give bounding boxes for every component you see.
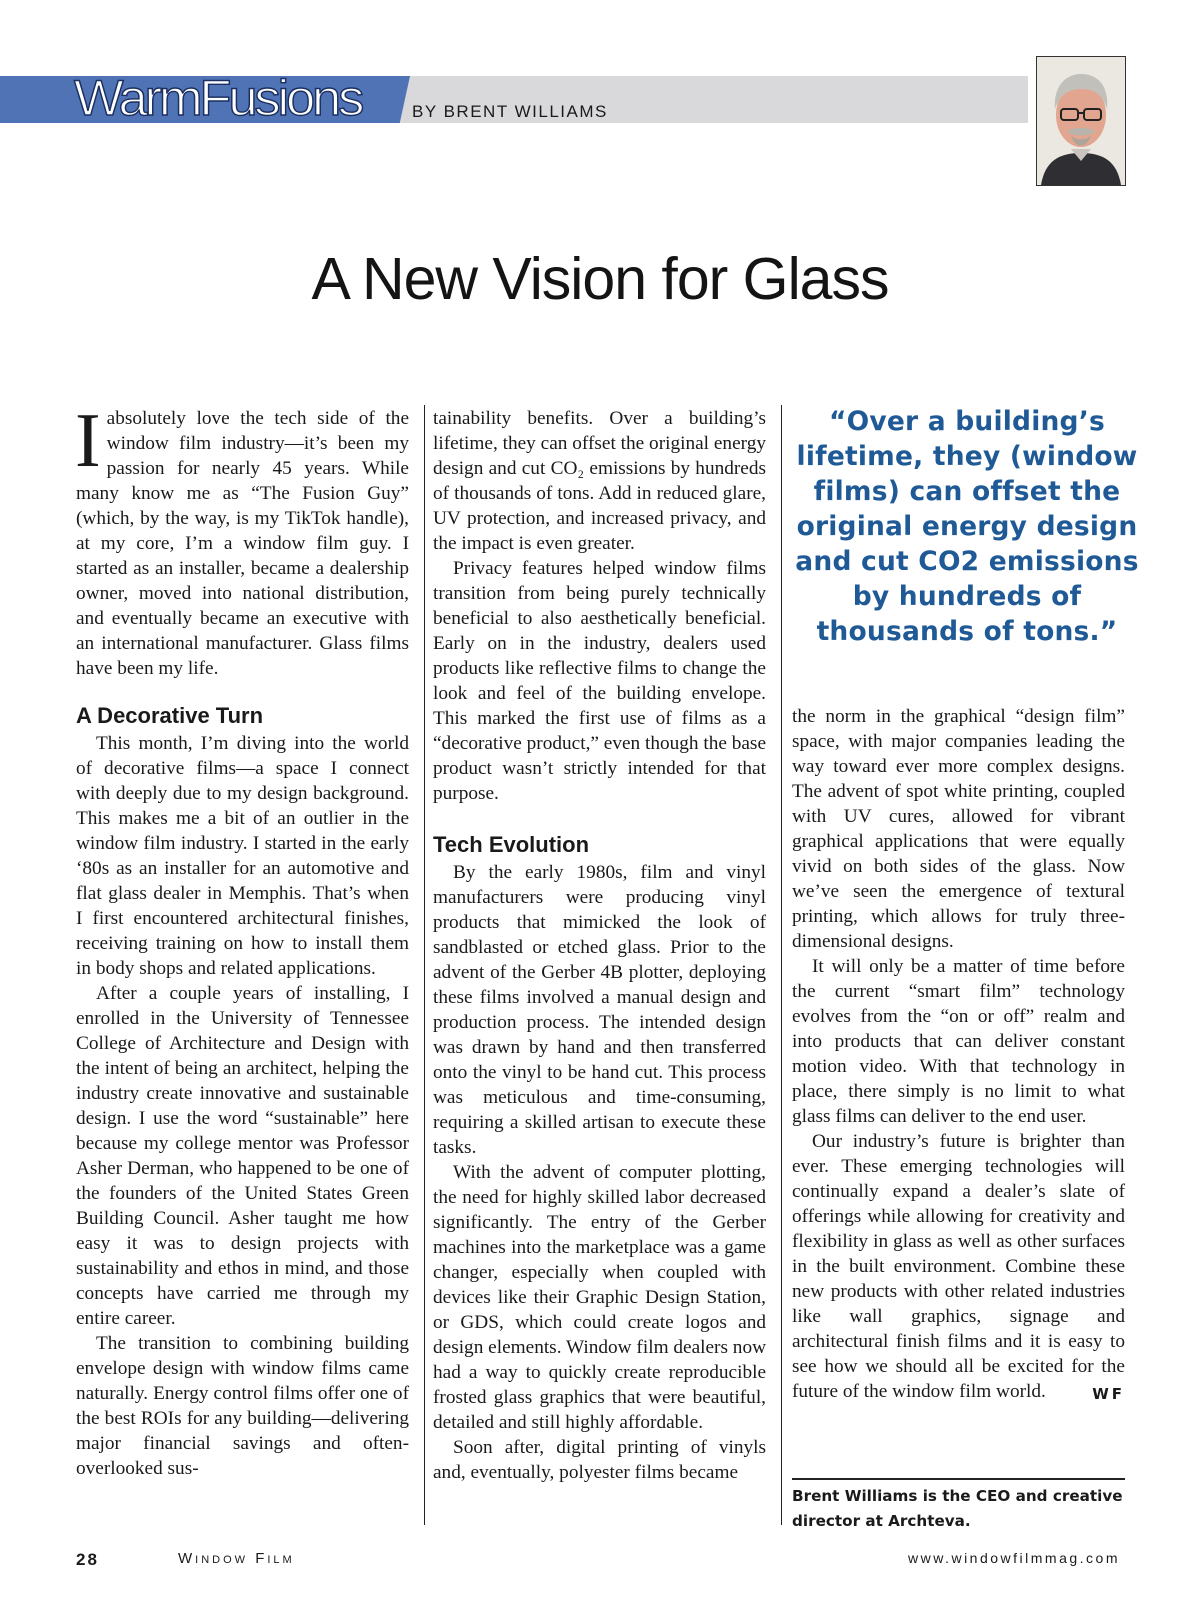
author-photo [1036,56,1126,186]
paragraph: By the early 1980s, film and vinyl manufacturers were producing vinyl products that mimicked the look of sandblasted or etched glass. Prior to the advent of the Gerber 4B plotter, deploying these films involved a manual design and production process. The intended design was drawn by hand and then transferred onto the vinyl to be hand cut. This process was meticulous and time-consuming, requiring a skilled artisan to execute these tasks. [433,862,766,1158]
pull-quote: “Over a building’s lifetime, they (window films) can offset the original energy design and cut CO2 emissions by hundreds of thousands of tons.” [795,406,1139,647]
byline: BY BRENT WILLIAMS [412,102,608,121]
paragraph: With the advent of computer plotting, the need for highly skilled labor decreased significantly. The entry of the Gerber machines into the marketplace was a game changer, especially when coupled with devices like their Graphic Design Station, or GDS, which could create logos and design elements. Window film dealers now had a way to quickly create reproducible frosted glass graphics that were beautiful, detailed and still highly affordable. [433,1162,767,1433]
paragraph: Soon after, digital printing of vinyls and, eventually, polyester films became [433,1437,766,1483]
drop-cap: I [75,397,101,483]
paragraph: Our industry’s future is brighter than ever. These emerging technologies will continually expand a dealer’s slate of offerings while allowing for creativity and flexibility in glass as well as other surfaces in the built environment. Combine these new products with other related industries like wall graphics, signage and architectural finish films and it is easy to see how we should all be excited for the future of the window film world. WF [792,1129,1125,1404]
magazine-url: www.windowfilmmag.com [908,1550,1120,1566]
article-column-2 [433,406,766,1485]
paragraph: It will only be a matter of time before the current “smart film” technology evolves from the “on or off” realm and into products that can deliver constant motion video. With that technology in place, there simply is no limit to what glass films can deliver to the end user. [792,956,1125,1127]
column-rule-2 [781,405,782,1525]
column-rule-1 [424,405,425,1525]
article-title: A New Vision for Glass [311,246,889,312]
column-title: WarmFusions [74,70,362,126]
article-column-1 [75,397,409,1481]
subhead-tech-evolution: Tech Evolution [433,832,590,857]
paragraph: tainability benefits. Over a building’s lifetime, they can offset the original energy design and cut CO₂ emissions by hundreds of thousands of tons. Add in reduced glare, UV protection, and increased privacy, and the impact is even greater. [433,408,766,554]
paragraph: This month, I’m diving into the world of decorative films—a space I connect with deeply due to my design background. This makes me a bit of an outlier in the window film industry. I started in the early ‘80s as an installer for an automotive and flat glass dealer in Memphis. That’s when I first encountered architectural finishes, receiving training on how to install them in body shops and related applications. [76,733,409,979]
page-number: 28 [76,1550,99,1569]
end-mark: WF [1092,1385,1125,1403]
bio-divider [792,1478,1125,1480]
magazine-name: Window Film [178,1550,295,1567]
paragraph: Privacy features helped window films transition from being purely technically beneficial to also aesthetically beneficial. Early on in the industry, dealers used products like reflective films to change the look and feel of the building envelope. This marked the first use of films as a “decorative product,” even though the base product wasn’t strictly intended for that purpose. [433,558,766,804]
author-bio: Brent Williams is the CEO and creative director at Archteva. [792,1487,1123,1530]
author-portrait-illustration [1037,57,1125,185]
subhead-decorative-turn: A Decorative Turn [76,703,264,728]
paragraph: After a couple years of installing, I enrolled in the University of Tennessee College of Architecture and Design with the intent of being an architect, helping the industry create innovative and sustainable design. I use the word “sustainable” here because my college mentor was Professor Asher Derman, who happened to be one of the founders of the United States Green Building Council. Asher taught me how easy it was to design projects with sustainability and ethos in mind, and those concepts have carried me through my entire career. [76,983,409,1329]
paragraph: The transition to combining building envelope design with window films came naturally. Energy control films offer one of the best ROIs for any building—delivering major financial savings and often-overlooked sus- [76,1333,409,1479]
intro-paragraph: Iabsolutely love the tech side of the window film industry—it’s been my passion for nearly 45 years. While many know me as “The Fusion Guy” (which, by the way, is my TikTok handle), at my core, I’m a window film guy. I started as an installer, became a dealership owner, moved into national distribution, and eventually became an executive with an international manufacturer. Glass films have been my life. [75,397,409,679]
article-column-3 [792,704,1125,1407]
paragraph: the norm in the graphical “design film” space, with major companies leading the way toward ever more complex designs. The advent of spot white printing, coupled with UV cures, allowed for vibrant graphical applications that were equally vivid on both sides of the glass. Now we’ve seen the emergence of textural printing, which allows for truly three-dimensional designs. [792,706,1125,952]
